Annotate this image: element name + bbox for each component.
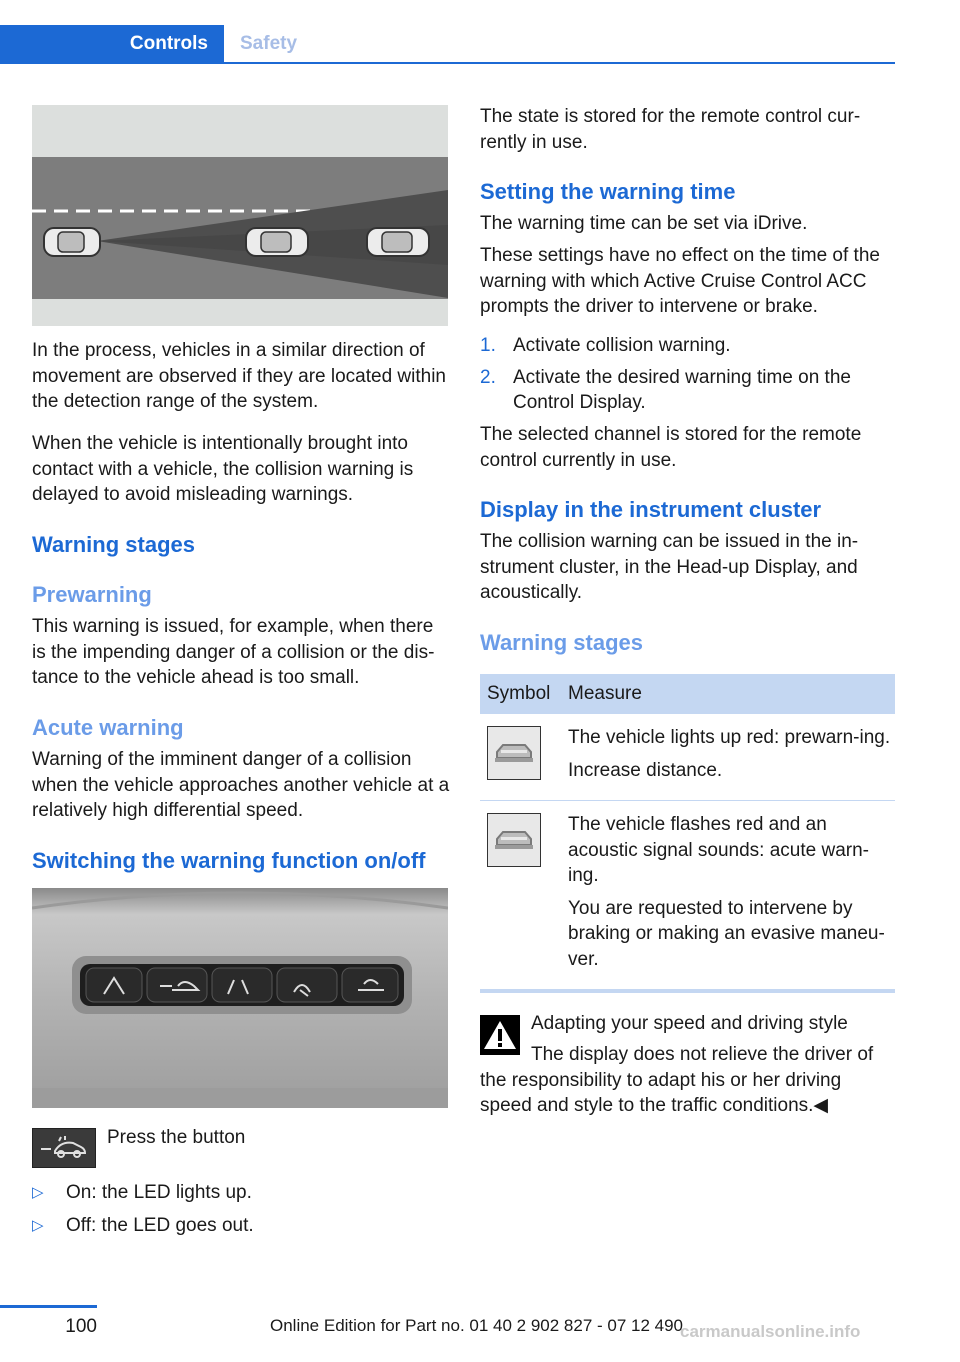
heading-warning-stages-right: Warning stages <box>480 630 643 655</box>
measure-text: You are requested to intervene by braking or making an evasive maneu‐ver. <box>568 897 885 970</box>
paragraph: In the process, vehicles in a similar direction of movement are observed if they are located within the detection range of the system. <box>32 340 446 412</box>
list-item-text: On: the LED lights up. <box>66 1182 252 1203</box>
vehicle-warning-icon <box>487 726 541 780</box>
list-item <box>32 1180 452 1206</box>
caution-text: The display does not relieve the driver of the responsibility to adapt his or her driving speed and style to the traffic conditions.◀ <box>480 1044 874 1116</box>
edition-text: Online Edition for Part no. 01 40 2 902 827 - 07 12 490 <box>270 1316 684 1335</box>
detection-range-illustration <box>32 105 448 326</box>
collision-button-icon <box>32 1128 96 1168</box>
heading-acute-warning: Acute warning <box>32 715 184 740</box>
paragraph: The warning time can be set via iDrive. <box>480 213 808 234</box>
paragraph: The selected channel is stored for the remote control currently in use. <box>480 424 862 471</box>
table-row <box>480 714 895 801</box>
list-item <box>32 1213 452 1239</box>
on-off-list <box>32 1180 452 1238</box>
button-panel-photo <box>32 888 448 1108</box>
measure-text: The vehicle flashes red and an acoustic signal sounds: acute warn‐ing. <box>568 814 869 886</box>
page-number: 100 <box>65 1316 97 1337</box>
table-header <box>480 674 895 714</box>
tab-safety[interactable]: Safety <box>240 32 298 54</box>
heading-prewarning: Prewarning <box>32 582 152 607</box>
paragraph: This warning is issued, for example, when there is the impending danger of a collision or the dis‐tance to the vehicle ahead is too small. <box>32 616 435 688</box>
step-number: 1. <box>480 335 496 356</box>
warning-stages-table <box>480 674 895 993</box>
caution-title: Adapting your speed and driving style <box>531 1013 848 1034</box>
table-row <box>480 801 895 993</box>
list-item-text: Activate collision warning. <box>513 335 731 356</box>
list-item-text: Off: the LED goes out. <box>66 1214 254 1236</box>
measure-text: The vehicle lights up red: prewarn‐ing. <box>568 727 891 748</box>
list-item <box>480 365 898 416</box>
footer-rule <box>0 1305 97 1308</box>
triangle-bullet-icon: ▷ <box>32 1216 44 1234</box>
heading-switching: Switching the warning function on/off <box>32 848 426 873</box>
paragraph: When the vehicle is intentionally brought into contact with a vehicle, the collision warning is delayed to avoid misleading warnings. <box>32 433 414 505</box>
press-button-text: Press the button <box>107 1127 246 1148</box>
watermark: carmanualsonline.info <box>680 1322 861 1341</box>
column-header-symbol: Symbol <box>487 683 551 704</box>
paragraph: The state is stored for the remote control cur‐rently in use. <box>480 106 861 153</box>
paragraph: These settings have no effect on the time of the warning with which Active Cruise Control ACC prompts the driver to intervene or brake. <box>480 245 880 317</box>
tab-controls[interactable]: Controls <box>0 25 224 62</box>
car-icon <box>44 228 100 256</box>
vehicle-warning-icon <box>487 813 541 867</box>
column-header-measure: Measure <box>568 683 642 704</box>
list-item <box>480 333 898 359</box>
heading-warning-stages: Warning stages <box>32 532 195 557</box>
paragraph: Warning of the imminent danger of a collision when the vehicle approaches another vehicle at a relatively high differential speed. <box>32 749 450 821</box>
measure-text: Increase distance. <box>568 759 723 781</box>
list-item-text: Activate the desired warning time on the Control Display. <box>513 366 851 413</box>
heading-display-cluster: Display in the instrument cluster <box>480 497 822 522</box>
triangle-bullet-icon: ▷ <box>32 1184 44 1201</box>
step-number: 2. <box>480 366 496 388</box>
heading-setting-warning-time: Setting the warning time <box>480 179 736 204</box>
paragraph: The collision warning can be issued in the in‐strument cluster, in the Head-up Display, and acoustically. <box>480 531 859 603</box>
steps-list <box>480 333 898 416</box>
